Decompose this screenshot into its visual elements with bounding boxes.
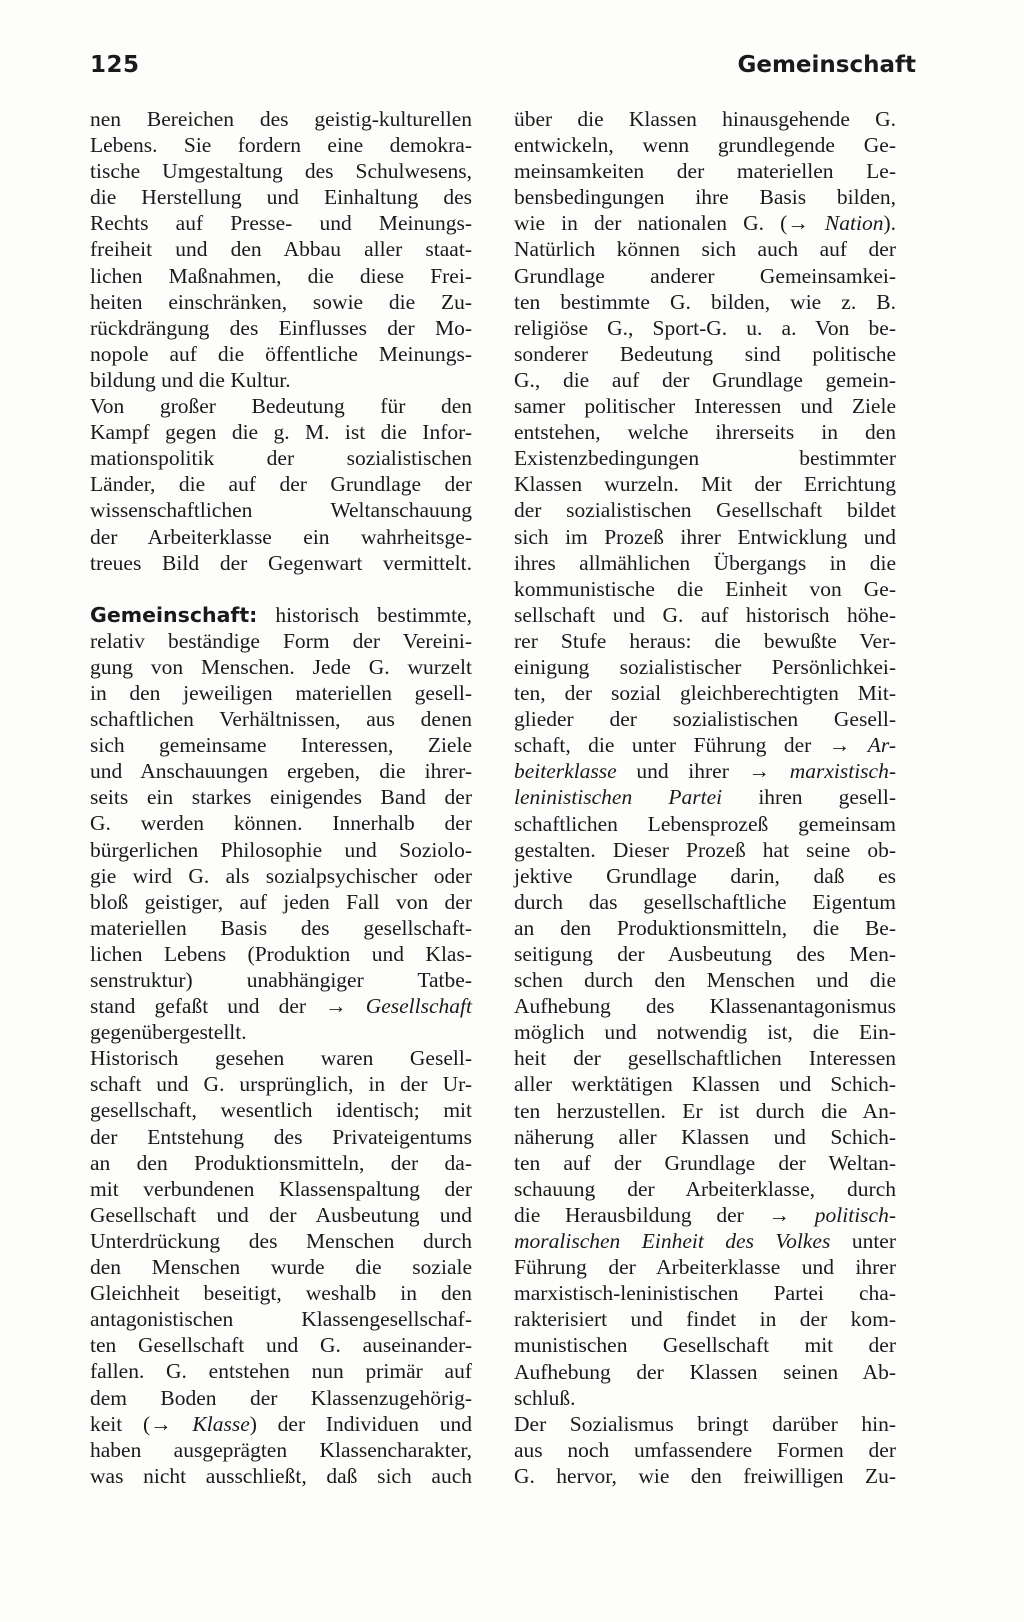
right-column-line <box>514 758 896 784</box>
body-text: mit verbundenen Klassenspaltung der <box>90 1176 472 1201</box>
body-text: heiten einschränken, sowie die Zu- <box>90 289 472 314</box>
left-column-line <box>90 863 472 889</box>
right-column-line <box>514 941 896 967</box>
page-number: 125 <box>90 52 140 78</box>
right-column-line <box>514 784 896 810</box>
right-column-line <box>514 315 896 341</box>
left-column-line <box>90 758 472 784</box>
body-text: historisch bestimmte, <box>257 602 472 627</box>
cross-reference-text: Nation <box>824 211 884 236</box>
body-text: ten auf der Grundlage der Weltan- <box>514 1150 896 1175</box>
body-text: meinsamkeiten der materiellen Le- <box>514 159 896 184</box>
left-column-line <box>90 915 472 941</box>
body-text: aus noch umfassendere Formen der <box>514 1437 896 1462</box>
body-text: samer politischer Interessen und Ziele <box>514 394 896 419</box>
right-column-line <box>514 706 896 732</box>
right-column-line <box>514 1124 896 1150</box>
left-column-line <box>90 106 472 132</box>
body-text: Natürlich können sich auch auf der <box>514 237 896 262</box>
left-column-line <box>90 315 472 341</box>
body-text: schaftlichen Lebensprozeß gemeinsam <box>514 811 896 836</box>
body-text: freiheit und den Abbau aller staat- <box>90 237 472 262</box>
right-column-line <box>514 993 896 1019</box>
body-text: fallen. G. entstehen nun primär auf <box>90 1359 472 1384</box>
body-text: Aufhebung der Klassen seinen Ab- <box>514 1359 896 1384</box>
right-column-line <box>514 1071 896 1097</box>
body-text: glieder der sozialistischen Gesell- <box>514 707 896 732</box>
body-text: mationspolitik der sozialistischen <box>90 446 472 471</box>
body-text: senstruktur) unabhängiger Tatbe- <box>90 968 472 992</box>
cross-reference-arrow-icon: → <box>768 1202 815 1227</box>
left-column-line <box>90 1385 472 1411</box>
body-text: antagonistischen Klassengesellschaf- <box>90 1307 472 1332</box>
right-column-line <box>514 210 896 236</box>
cross-reference-text: moralischen Einheit des Volkes <box>514 1229 831 1254</box>
right-column-line <box>514 497 896 523</box>
right-column-line <box>514 471 896 497</box>
left-column-line <box>90 1254 472 1280</box>
body-text: religiöse G., Sport-G. u. a. Von be- <box>514 315 896 340</box>
left-column-line <box>90 184 472 210</box>
right-column-line <box>514 1045 896 1071</box>
left-column-line <box>90 445 472 471</box>
right-column-line <box>514 602 896 628</box>
body-text: stand gefaßt und der <box>90 994 326 1019</box>
left-column-line <box>90 993 472 1019</box>
left-column-line <box>90 1019 472 1045</box>
left-column-line <box>90 1097 472 1123</box>
body-text: relativ beständige Form der Vereini- <box>90 628 472 653</box>
right-column-line <box>514 811 896 837</box>
right-column-line <box>514 628 896 654</box>
body-text: kommunistische die Einheit von Ge- <box>514 576 896 601</box>
left-column-line <box>90 550 472 576</box>
left-column-line <box>90 1437 472 1463</box>
body-text: G., die auf der Grundlage gemein- <box>514 367 896 392</box>
body-text: gegenübergestellt. <box>90 1020 247 1045</box>
left-column-line <box>90 1150 472 1176</box>
body-text: Kampf gegen die g. M. ist die Infor- <box>90 420 472 445</box>
body-text: schen durch den Menschen und die <box>514 968 896 993</box>
body-text: treues Bild der Gegenwart vermittelt. <box>90 550 472 575</box>
body-text: entstehen, welche ihrerseits in den <box>514 420 896 445</box>
body-text: schauung der Arbeiterklasse, durch <box>514 1176 896 1201</box>
left-column-line <box>90 210 472 236</box>
body-text: an den Produktionsmitteln, die Be- <box>514 915 896 940</box>
left-column-line <box>90 967 472 993</box>
body-text: Von großer Bedeutung für den <box>90 394 472 419</box>
left-column-line <box>90 1045 472 1071</box>
body-text: wie in der nationalen G. ( <box>514 211 788 236</box>
body-text: die Herstellung und Einhaltung des <box>90 185 472 210</box>
right-column-line <box>514 1202 896 1228</box>
body-text: bürgerlichen Philosophie und Soziolo- <box>90 837 472 862</box>
left-column-line <box>90 1124 472 1150</box>
cross-reference-arrow-icon: → <box>787 211 825 236</box>
left-column-line <box>90 341 472 367</box>
body-text: rückdrängung des Einflusses der Mo- <box>90 315 472 340</box>
right-column-line <box>514 915 896 941</box>
body-text: Führung der Arbeiterklasse und ihrer <box>514 1255 896 1280</box>
body-text: sellschaft und G. auf historisch höhe- <box>514 602 896 627</box>
left-column-line <box>90 628 472 654</box>
left-column-line <box>90 419 472 445</box>
body-text: durch das gesellschaftliche Eigentum <box>514 889 896 914</box>
body-text: Aufhebung des Klassenantagonismus <box>514 994 896 1019</box>
body-text: sich im Prozeß ihrer Entwicklung und <box>514 524 896 549</box>
body-text: die Herausbildung der <box>514 1202 769 1227</box>
body-text: seitigung der Ausbeutung des Men- <box>514 942 896 966</box>
body-text: schluß. <box>514 1385 576 1410</box>
left-column-line <box>90 837 472 863</box>
body-text: möglich und notwendig ist, die Ein- <box>514 1020 896 1045</box>
right-column-line <box>514 524 896 550</box>
right-column-line <box>514 263 896 289</box>
right-column-line <box>514 1098 896 1124</box>
right-column-line <box>514 158 896 184</box>
right-column-line <box>514 1385 896 1411</box>
right-column-line <box>514 967 896 993</box>
right-column-line <box>514 132 896 158</box>
body-text: gesellschaft, wesentlich identisch; mit <box>90 1098 472 1123</box>
body-text: tische Umgestaltung des Schulwesens, <box>90 159 472 184</box>
left-column-line <box>90 784 472 810</box>
right-column-line <box>514 1176 896 1202</box>
right-column-line <box>514 732 896 758</box>
left-column-line <box>90 393 472 419</box>
left-column-line <box>90 654 472 680</box>
body-text: munistischen Gesellschaft mit der <box>514 1333 896 1358</box>
body-text: ten herzustellen. Er ist durch die An- <box>514 1098 896 1123</box>
body-text: Unterdrückung des Menschen durch <box>90 1228 472 1253</box>
left-column-line <box>90 810 472 836</box>
body-text: ) der Individuen und <box>249 1411 473 1436</box>
left-column-line <box>90 497 472 523</box>
body-text: der Entstehung des Privateigentums <box>90 1124 472 1149</box>
right-column-line <box>514 1437 896 1463</box>
body-text: G. hervor, wie den freiwilligen Zu- <box>514 1463 896 1488</box>
running-head: Gemeinschaft <box>737 52 916 78</box>
body-text: bensbedingungen ihre Basis bilden, <box>514 185 896 210</box>
right-column-line <box>514 863 896 889</box>
cross-reference-text: marxistisch- <box>789 759 896 784</box>
body-text: wissenschaftlichen Weltanschauung <box>90 498 472 523</box>
body-text: und Anschauungen ergeben, die ihrer- <box>90 759 472 784</box>
left-column-line <box>90 1306 472 1332</box>
right-column-line <box>514 576 896 602</box>
body-text: einigung sozialistischer Persönlichkei- <box>514 654 896 679</box>
body-text: rer Stufe heraus: die bewußte Ver- <box>514 628 896 653</box>
cross-reference-arrow-icon: → <box>748 759 790 784</box>
body-text: ten Gesellschaft und G. auseinander- <box>90 1333 472 1358</box>
left-column-line <box>90 1228 472 1254</box>
body-text: Klassen wurzeln. Mit der Errichtung <box>514 472 896 497</box>
left-column <box>90 106 472 1489</box>
left-column-line <box>90 132 472 158</box>
cross-reference-text: politisch- <box>814 1202 896 1227</box>
left-column-line <box>90 471 472 497</box>
body-text: der sozialistischen Gesellschaft bildet <box>514 498 896 523</box>
right-column-line <box>514 1280 896 1306</box>
body-text: Länder, die auf der Grundlage der <box>90 472 472 497</box>
left-column-line <box>90 263 472 289</box>
body-text: Historisch gesehen waren Gesell- <box>90 1046 472 1071</box>
cross-reference-text: leninistischen Partei <box>514 785 723 810</box>
body-text: Lebens. Sie fordern eine demokra- <box>90 133 472 158</box>
right-column-line <box>514 393 896 419</box>
body-text: haben ausgeprägten Klassencharakter, <box>90 1437 472 1462</box>
body-text: lichen Maßnahmen, die diese Frei- <box>90 263 472 288</box>
right-column-line <box>514 1306 896 1332</box>
body-text: in den jeweiligen materiellen gesell- <box>90 680 472 705</box>
body-text: heit der gesellschaftlichen Interessen <box>514 1046 896 1071</box>
left-column-line <box>90 1332 472 1358</box>
cross-reference-arrow-icon: → <box>150 1411 193 1436</box>
right-column-line <box>514 1019 896 1045</box>
body-text: ). <box>883 211 897 236</box>
right-column <box>514 106 896 1489</box>
body-text: ten, der sozial gleichberechtigten Mit- <box>514 681 896 706</box>
left-column-line <box>90 524 472 550</box>
body-text: G. werden können. Innerhalb der <box>90 811 472 836</box>
right-column-line <box>514 367 896 393</box>
right-column-line <box>514 419 896 445</box>
cross-reference-text: Klasse <box>192 1411 250 1436</box>
right-column-line <box>514 1359 896 1385</box>
cross-reference-arrow-icon: → <box>325 994 366 1019</box>
body-text: ihren gesell- <box>722 785 896 810</box>
body-text: Gleichheit beseitigt, weshalb in den <box>90 1281 472 1306</box>
cross-reference-text: beiterklasse <box>514 759 617 784</box>
right-column-line <box>514 184 896 210</box>
body-text: gung von Menschen. Jede G. wurzelt <box>90 654 472 679</box>
body-text: Der Sozialismus bringt darüber hin- <box>514 1411 896 1436</box>
left-column-line <box>90 1358 472 1384</box>
body-text: gie wird G. als sozialpsychischer oder <box>90 863 472 888</box>
right-column-line <box>514 236 896 262</box>
body-text: Gesellschaft und der Ausbeutung und <box>90 1202 472 1227</box>
body-text: bildung und die Kultur. <box>90 367 291 392</box>
body-text: ten bestimmte G. bilden, wie z. B. <box>514 289 896 314</box>
body-text: keit ( <box>90 1411 151 1436</box>
cross-reference-text: Gesellschaft <box>365 994 472 1019</box>
paragraph-gap <box>90 576 472 602</box>
body-text: lichen Lebens (Produktion und Klas- <box>90 941 472 966</box>
left-column-line <box>90 732 472 758</box>
body-text: nopole auf die öffentliche Meinungs- <box>90 341 472 366</box>
entry-headword: Gemeinschaft: <box>90 602 258 627</box>
left-column-line <box>90 1071 472 1097</box>
left-column-line <box>90 1463 472 1489</box>
body-text: schaft und G. ursprünglich, in der Ur- <box>90 1072 472 1097</box>
body-text: an den Produktionsmitteln, der da- <box>90 1150 472 1175</box>
left-column-line <box>90 706 472 732</box>
left-column-line <box>90 889 472 915</box>
body-text: rakterisiert und findet in der kom- <box>514 1307 896 1332</box>
right-column-line <box>514 1411 896 1437</box>
body-text: unter <box>830 1229 896 1254</box>
left-column-line <box>90 158 472 184</box>
body-text: schaftlichen Verhältnissen, aus denen <box>90 707 472 732</box>
left-column-line <box>90 289 472 315</box>
right-column-line <box>514 680 896 706</box>
body-text: dem Boden der Klassenzugehörig- <box>90 1385 472 1410</box>
right-column-line <box>514 1463 896 1489</box>
body-text: ihres allmählichen Übergangs in die <box>514 550 896 575</box>
left-column-line <box>90 1202 472 1228</box>
body-text: den Menschen wurde die soziale <box>90 1255 472 1280</box>
left-column-line <box>90 602 472 628</box>
left-column-line <box>90 1411 472 1437</box>
body-text: entwickeln, wenn grundlegende Ge- <box>514 133 896 158</box>
body-text: Grundlage anderer Gemeinsamkei- <box>514 263 896 288</box>
body-text: und ihrer <box>616 759 749 784</box>
left-column-line <box>90 941 472 967</box>
right-column-line <box>514 289 896 315</box>
cross-reference-text: Ar- <box>867 733 896 758</box>
body-text: nen Bereichen des geistig-kulturellen <box>90 107 472 131</box>
right-column-line <box>514 837 896 863</box>
body-text: was nicht ausschließt, daß sich auch <box>90 1463 472 1488</box>
right-column-line <box>514 654 896 680</box>
body-text: sich gemeinsame Interessen, Ziele <box>90 733 472 758</box>
body-text: schaft, die unter Führung der <box>514 733 829 758</box>
body-text: der Arbeiterklasse ein wahrheitsge- <box>90 524 472 549</box>
body-text: über die Klassen hinausgehende G. <box>514 107 896 131</box>
body-text: materiellen Basis des gesellschaft- <box>90 915 472 940</box>
left-column-line <box>90 236 472 262</box>
right-column-line <box>514 1332 896 1358</box>
body-text: gestalten. Dieser Prozeß hat seine ob- <box>514 837 896 862</box>
right-column-line <box>514 1228 896 1254</box>
body-text: Rechts auf Presse- und Meinungs- <box>90 211 472 236</box>
left-column-line <box>90 367 472 393</box>
body-text: näherung aller Klassen und Schich- <box>514 1124 896 1149</box>
body-text: seits ein starkes einigendes Band der <box>90 785 472 810</box>
cross-reference-arrow-icon: → <box>828 733 868 758</box>
body-text: jektive Grundlage darin, daß es <box>514 863 896 888</box>
right-column-line <box>514 1254 896 1280</box>
right-column-line <box>514 1150 896 1176</box>
right-column-line <box>514 889 896 915</box>
right-column-line <box>514 341 896 367</box>
body-text: marxistisch-leninistischen Partei cha- <box>514 1281 896 1306</box>
body-text: bloß geistiger, auf jeden Fall von der <box>90 889 472 914</box>
left-column-line <box>90 1176 472 1202</box>
left-column-line <box>90 680 472 706</box>
body-text: aller werktätigen Klassen und Schich- <box>514 1072 896 1097</box>
right-column-line <box>514 550 896 576</box>
body-text: sonderer Bedeutung sind politische <box>514 341 896 366</box>
right-column-line <box>514 106 896 132</box>
left-column-line <box>90 1280 472 1306</box>
right-column-line <box>514 445 896 471</box>
body-text: Existenzbedingungen bestimmter <box>514 446 896 471</box>
